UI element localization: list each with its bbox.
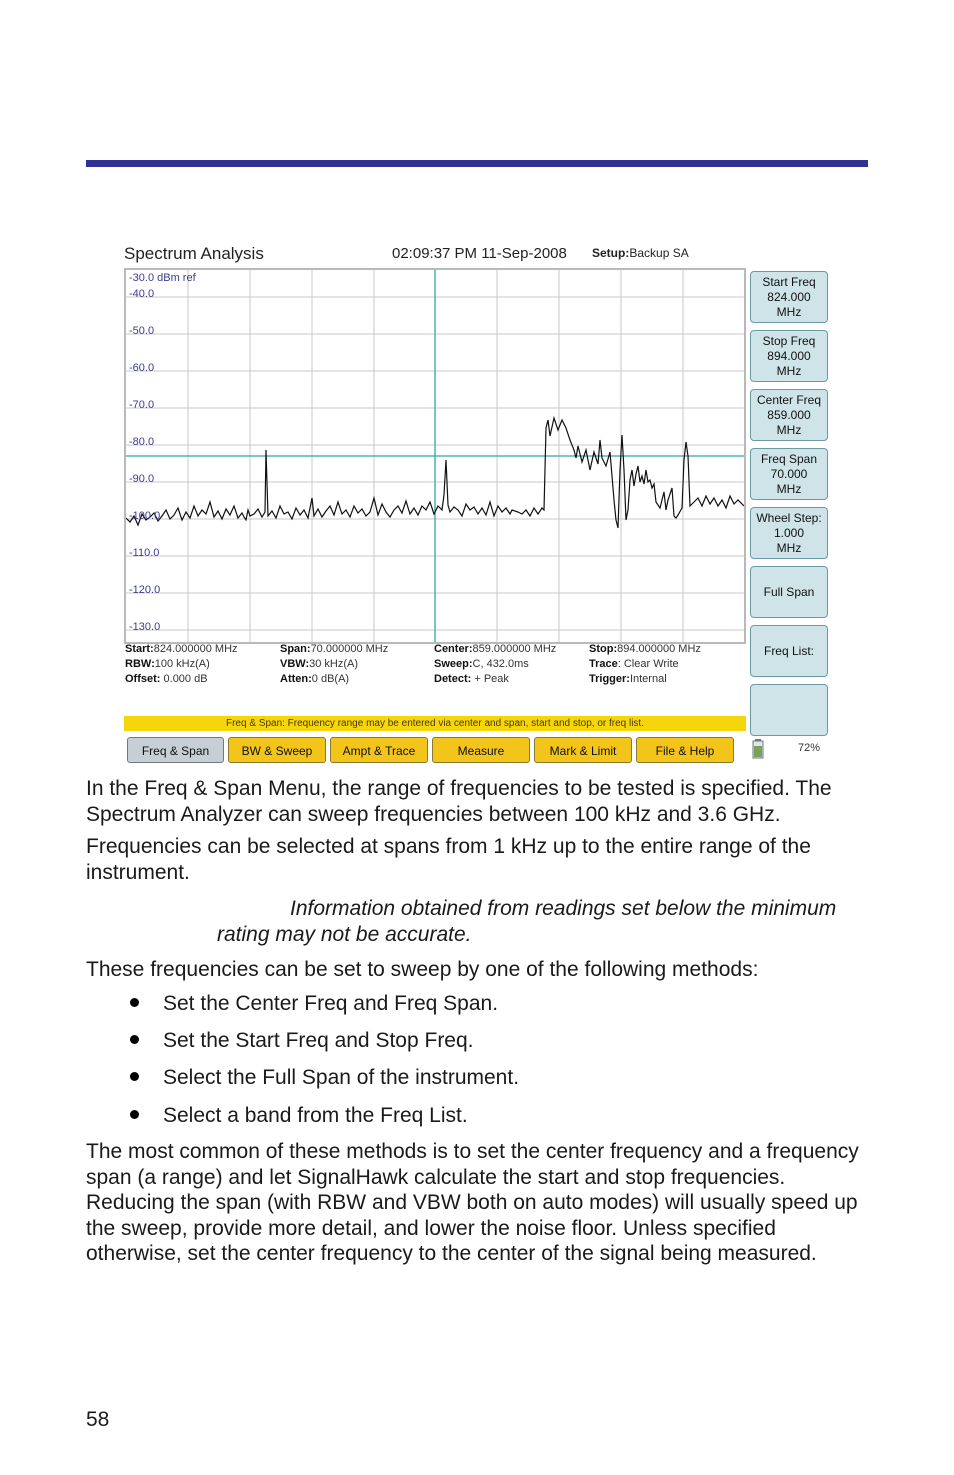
y-axis-label: -70.0	[129, 399, 155, 411]
header-rule	[86, 160, 868, 167]
info-detect: Detect: + Peak	[434, 673, 509, 685]
paragraph-span-range: Frequencies can be selected at spans from 1 kHz up to the entire range of the instrument.	[86, 835, 811, 884]
bullet-dot-icon	[130, 1110, 139, 1119]
setup-value: Backup SA	[629, 246, 689, 260]
info-span: Span:70.000000 MHz	[280, 643, 389, 655]
bullet-item: Select a band from the Freq List.	[130, 1103, 468, 1128]
bullet-item: Set the Start Freq and Stop Freq.	[130, 1028, 474, 1053]
setup-indicator	[592, 246, 689, 260]
bullet-item: Select the Full Span of the instrument.	[130, 1065, 519, 1090]
y-axis-label: -90.0	[129, 473, 155, 485]
spectrum-plot[interactable]	[124, 268, 746, 644]
y-axis-label: -120.0	[129, 584, 161, 596]
info-offset: Offset: 0.000 dB	[125, 673, 208, 685]
info-atten: Atten:0 dB(A)	[280, 673, 350, 685]
tab-mark-limit[interactable]: Mark & Limit	[534, 737, 632, 763]
bullet-dot-icon	[130, 1072, 139, 1081]
y-axis-label: -100.0	[129, 510, 161, 522]
y-axis-ref-label: -30.0 dBm ref	[129, 272, 196, 284]
tab-measure[interactable]: Measure	[432, 737, 530, 763]
note-line-1: Information obtained from readings set below the minimum	[290, 897, 837, 920]
info-trigger: Trigger:Internal	[589, 673, 667, 685]
tab-ampt-trace[interactable]: Ampt & Trace	[330, 737, 428, 763]
info-sweep: Sweep:C, 432.0ms	[434, 658, 529, 670]
softkey-start-freq[interactable]: Start Freq 824.000 MHz	[750, 271, 828, 323]
info-trace: Trace: Clear Write	[589, 658, 679, 670]
info-center: Center:859.000000 MHz	[434, 643, 557, 655]
battery-percent: 72%	[798, 742, 821, 754]
battery-icon	[752, 738, 768, 760]
bullet-dot-icon	[130, 1035, 139, 1044]
paragraph-methods-intro: These frequencies can be set to sweep by one of the following methods:	[86, 958, 759, 981]
spectrum-svg	[126, 270, 744, 642]
note-line-2: rating may not be accurate.	[217, 923, 472, 946]
status-message-bar: Freq & Span: Frequency range may be entered via center and span, start and stop, or freq list.	[124, 716, 746, 731]
paragraph-common-method: The most common of these methods is to set the center frequency and a frequency span (a range) and let SignalHawk calculate the start and stop frequencies. Reducing the span (with RBW and VBW both on auto modes) will usually speed up the sweep, provide more detail, and lower the noise floor. Unless specified otherwise, set the center frequency to the center of the signal being measured.	[86, 1140, 859, 1265]
y-axis-label: -80.0	[129, 436, 155, 448]
y-axis-label: -40.0	[129, 288, 155, 300]
tab-bw-sweep[interactable]: BW & Sweep	[228, 737, 326, 763]
softkey-full-span[interactable]: Full Span	[750, 566, 828, 618]
bullet-dot-icon	[130, 998, 139, 1007]
app-title: Spectrum Analysis	[124, 244, 264, 263]
measurement-info-panel	[124, 643, 744, 693]
y-axis-label: -110.0	[129, 547, 160, 559]
setup-label: Setup:	[592, 246, 630, 260]
softkey-freq-span[interactable]: Freq Span 70.000 MHz	[750, 448, 828, 500]
y-axis-label: -130.0	[129, 621, 161, 633]
info-start: Start:824.000000 MHz	[125, 643, 238, 655]
y-axis-label: -50.0	[129, 325, 155, 337]
info-rbw: RBW:100 kHz(A)	[125, 658, 210, 670]
softkey-blank[interactable]	[750, 684, 828, 736]
softkey-center-freq[interactable]: Center Freq 859.000 MHz	[750, 389, 828, 441]
tab-freq-span[interactable]: Freq & Span	[127, 737, 224, 763]
tab-file-help[interactable]: File & Help	[636, 737, 734, 763]
page-number: 58	[86, 1408, 110, 1431]
softkey-freq-list[interactable]: Freq List:	[750, 625, 828, 677]
y-axis-label: -60.0	[129, 362, 155, 374]
clock: 02:09:37 PM 11-Sep-2008	[392, 245, 567, 262]
info-stop: Stop:894.000000 MHz	[589, 643, 701, 655]
bullet-item: Set the Center Freq and Freq Span.	[130, 991, 498, 1016]
paragraph-freq-span-intro: In the Freq & Span Menu, the range of frequencies to be tested is specified. The Spectrum Analyzer can sweep frequencies between 100 kHz and 3.6 GHz.	[86, 777, 832, 826]
softkey-stop-freq[interactable]: Stop Freq 894.000 MHz	[750, 330, 828, 382]
softkey-wheel-step[interactable]: Wheel Step: 1.000 MHz	[750, 507, 828, 559]
spectrum-analyzer-screenshot	[120, 238, 836, 770]
info-vbw: VBW:30 kHz(A)	[280, 658, 359, 670]
